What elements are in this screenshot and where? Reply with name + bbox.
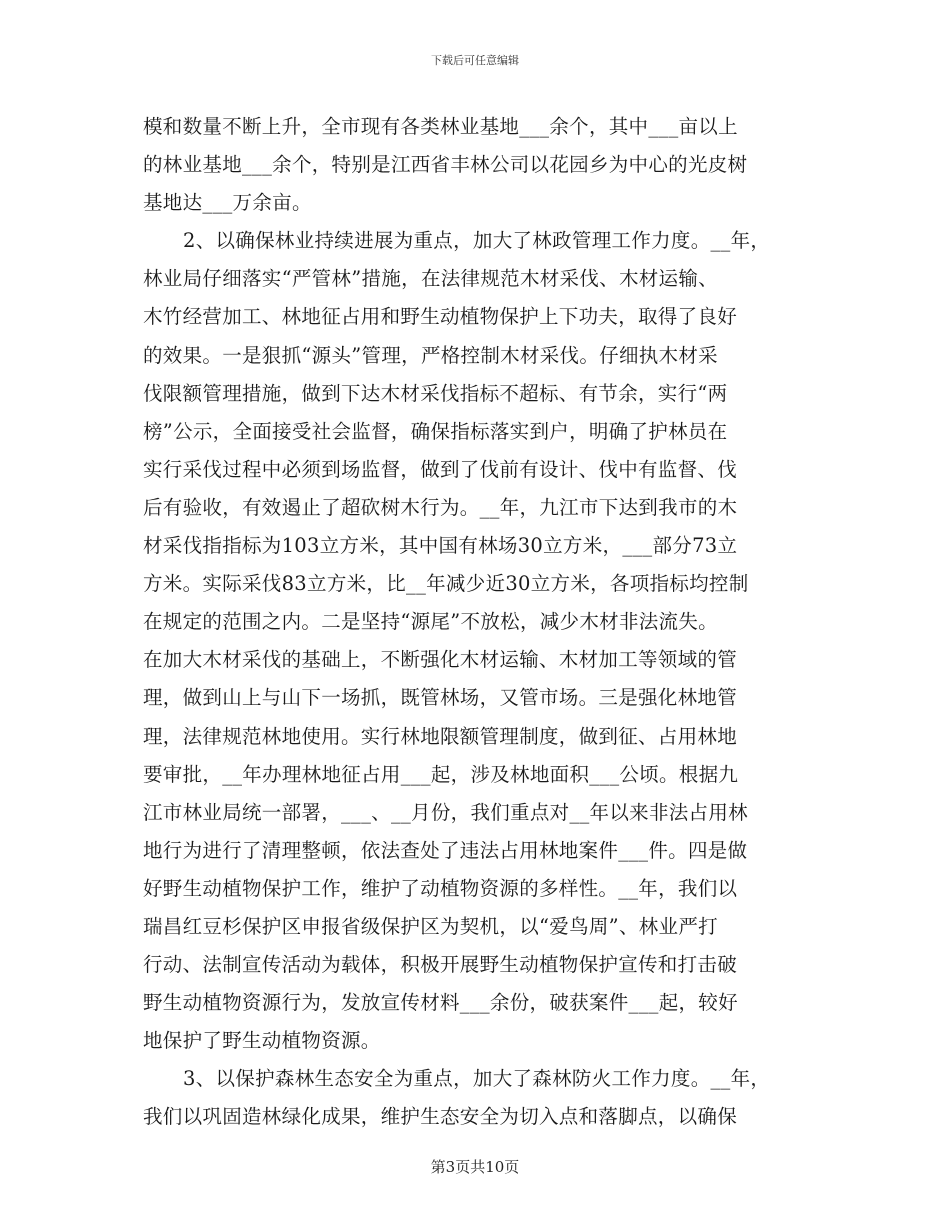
- text-line: 理，法律规范林地使用。实行林地限额管理制度，做到征、占用林地: [143, 724, 738, 748]
- text-line: 伐限额管理措施，做到下达木材采伐指标不超标、有节余，实行“两: [143, 381, 728, 405]
- text-line: 的效果。一是狠抓“源头”管理，严格控制木材采伐。仔细执木材采: [143, 343, 718, 367]
- text-line: 模和数量不断上升，全市现有各类林业基地___余个，其中___亩以上: [143, 115, 738, 138]
- text-line: 方米。实际采伐83立方米，比__年减少近30立方米，各项指标均控制: [143, 572, 749, 596]
- text-line: 林业局仔细落实“严管林”措施，在法律规范木材采伐、木材运输、: [143, 267, 718, 291]
- text-line: 3、以保护森林生态安全为重点，加大了森林防火工作力度。__年，: [183, 1067, 771, 1091]
- text-line: 材采伐指指标为103立方米，其中国有林场30立方米，___部分73立: [143, 534, 738, 558]
- text-line: 我们以巩固造林绿化成果，维护生态安全为切入点和落脚点，以确保: [143, 1105, 738, 1129]
- text-line: 瑞昌红豆杉保护区申报省级保护区为契机，以“爱鸟周”、林业严打: [143, 914, 718, 938]
- text-line: 江市林业局统一部署，___、__月份，我们重点对__年以来非法占用林: [143, 800, 748, 824]
- text-line: 行动、法制宣传活动为载体，积极开展野生动植物保护宣传和打击破: [143, 953, 738, 977]
- text-line: 地保护了野生动植物资源。: [143, 1029, 381, 1053]
- text-line: 2、以确保林业持续进展为重点，加大了林政管理工作力度。__年，: [183, 229, 771, 253]
- text-line: 理，做到山上与山下一场抓，既管林场，又管市场。三是强化林地管: [143, 686, 738, 710]
- text-line: 木竹经营加工、林地征占用和野生动植物保护上下功夫，取得了良好: [143, 305, 738, 329]
- text-line: 野生动植物资源行为，发放宣传材料___余份，破获案件___起，较好: [143, 991, 738, 1015]
- text-line: 基地达___万余亩。: [143, 191, 312, 215]
- text-line: 地行为进行了清理整顿，依法查处了违法占用林地案件___件。四是做: [143, 838, 748, 862]
- text-line: 好野生动植物保护工作，维护了动植物资源的多样性。__年，我们以: [143, 876, 738, 900]
- text-line: 要审批，__年办理林地征占用___起，涉及林地面积___公顷。根据九: [143, 762, 739, 786]
- text-line: 实行采伐过程中必须到场监督，做到了伐前有设计、伐中有监督、伐: [143, 457, 738, 481]
- page-footer: 第3页共10页: [430, 1158, 520, 1176]
- page-header: 下载后可任意编辑: [431, 54, 519, 67]
- text-line: 在加大木材采伐的基础上，不断强化木材运输、木材加工等领域的管: [143, 648, 738, 672]
- document-body: [143, 108, 808, 1137]
- text-line: 榜”公示，全面接受社会监督，确保指标落实到户，明确了护林员在: [143, 419, 728, 443]
- text-line: 的林业基地___余个，特别是江西省丰林公司以花园乡为中心的光皮树: [143, 153, 748, 177]
- text-line: 在规定的范围之内。二是坚持“源尾”不放松，减少木材非法流失。: [143, 610, 718, 634]
- text-line: 后有验收，有效遏止了超砍树木行为。__年，九江市下达到我市的木: [143, 495, 738, 519]
